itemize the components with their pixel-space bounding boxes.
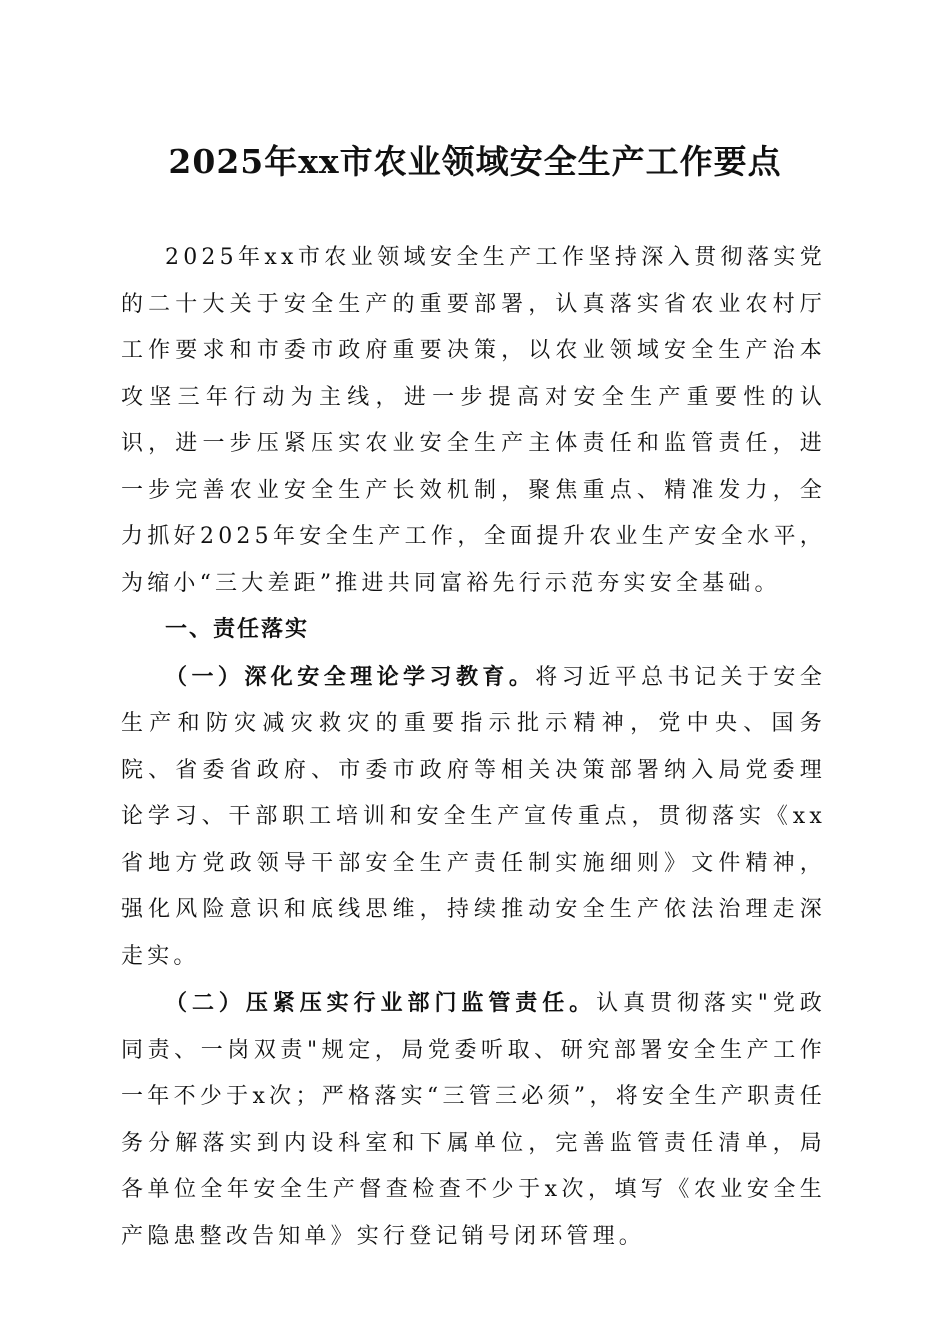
document-title: 2025年xx市农业领域安全生产工作要点 [168,142,782,181]
intro-paragraph: 2025年xx市农业领域安全生产工作坚持深入贯彻落实党的二十大关于安全生产的重要部署，认真落实省农业农村厅工作要求和市委市政府重要决策，以农业领域安全生产治本攻坚三年行动为主线，进一步提高对安全生产重要性的认识，进一步压紧压实农业安全生产主体责任和监管责任，进一步完善农业安全生产长效机制，聚焦重点、精准发力，全力抓好2025年安全生产工作，全面提升农业生产安全水平，为缩小“三大差距”推进共同富裕先行示范夯实安全基础。 [121,245,826,596]
item-2-lead: （二）压紧压实行业部门监管责任。 [165,990,597,1016]
item-1-lead: （一）深化安全理论学习教育。 [165,663,536,690]
document-body [121,235,826,1260]
item-1-paragraph [121,654,826,981]
item-1-text: 将习近平总书记关于安全生产和防灾减灾救灾的重要指示批示精神，党中央、国务院、省委省政府、市委市政府等相关决策部署纳入局党委理论学习、干部职工培训和安全生产宣传重点，贯彻落实《xx省地方党政领导干部安全生产责任制实施细则》文件精神，强化风险意识和底线思维，持续推动安全生产依法治理走深走实。 [121,664,826,969]
section-heading-responsibility: 一、责任落实 [165,617,310,642]
item-2-text: 认真贯彻落实"党政同责、一岗双责"规定，局党委听取、研究部署安全生产工作一年不少于x次；严格落实“三管三必须”，将安全生产职责任务分解落实到内设科室和下属单位，完善监管责任清单，局各单位全年安全生产督查检查不少于x次，填写《农业安全生产隐患整改告知单》实行登记销号闭环管理。 [121,991,827,1249]
item-2-paragraph [121,980,826,1260]
